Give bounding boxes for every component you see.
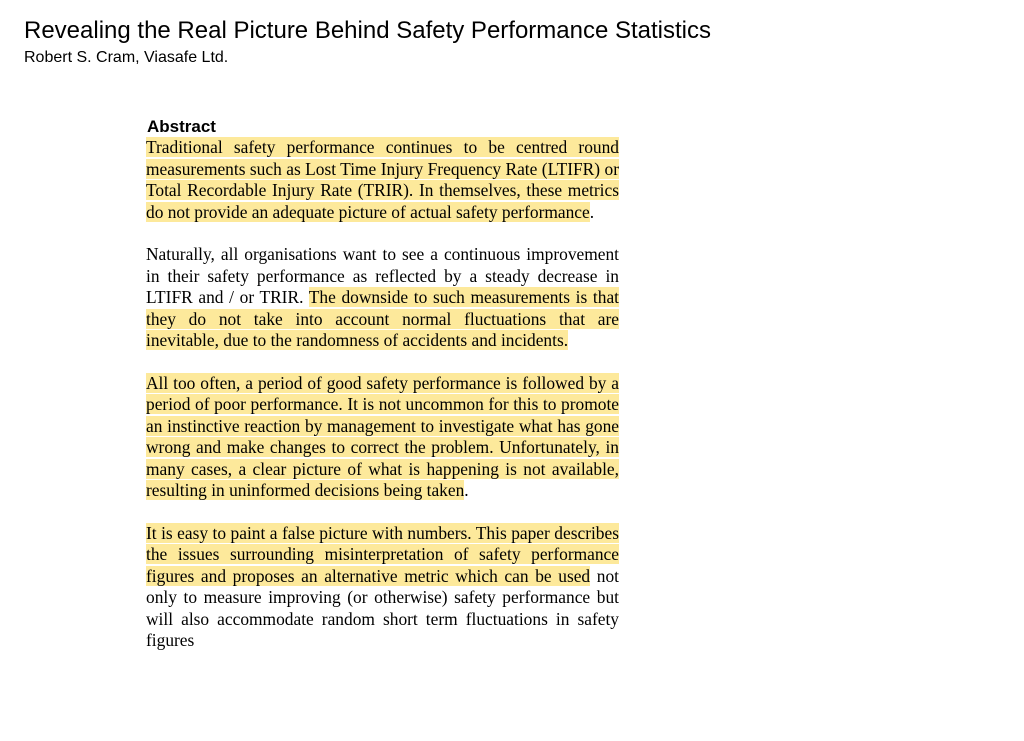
text-segment: not only to measure improving (or otherwise) safety performance but will also accommodate random short term fluctuations in safety figures	[146, 565, 619, 650]
text-segment: It is easy to paint a false picture with numbers. This paper describes the issues surrounding misinterpretation of safety performance figures and proposes an alternative metric which can be used	[146, 522, 619, 586]
text-segment: Traditional safety performance continues to be centred round measurements such as Lost Time Injury Frequency Rate (LTIFR) or Total Recordable Injury Rate (TRIR). In themselves, these metrics do not provide an adequate picture of actual safety performance	[146, 137, 619, 222]
abstract-heading: Abstract	[147, 117, 216, 136]
text-segment: .	[589, 201, 595, 222]
abstract-section	[146, 116, 619, 706]
document-title: Revealing the Real Picture Behind Safety Performance Statistics	[24, 17, 712, 44]
text-segment: .	[464, 480, 469, 500]
text-segment: The downside to such measurements is that they do not take into account normal fluctuations that are inevitable, due to the randomness of accidents and incidents.	[146, 287, 619, 350]
text-segment: Naturally, all organisations want to see a continuous improvement in their safety performance as reflected by a steady decrease in LTIFR and / or TRIR.	[146, 244, 619, 307]
abstract-paragraph-4	[146, 523, 619, 652]
text-segment: All too often, a period of good safety performance is followed by a period of poor performance. It is not uncommon for this to promote an instinctive reaction by management to investigate what has gone wrong and make changes to correct the problem. Unfortunately, in many cases, a clear picture of what is happening is not available, resulting in uninformed decisions being taken	[146, 372, 619, 500]
abstract-paragraph-3	[146, 373, 619, 502]
abstract-paragraph-2	[146, 244, 619, 352]
abstract-paragraph-1	[146, 137, 619, 223]
author-line: Robert S. Cram, Viasafe Ltd.	[24, 49, 229, 66]
